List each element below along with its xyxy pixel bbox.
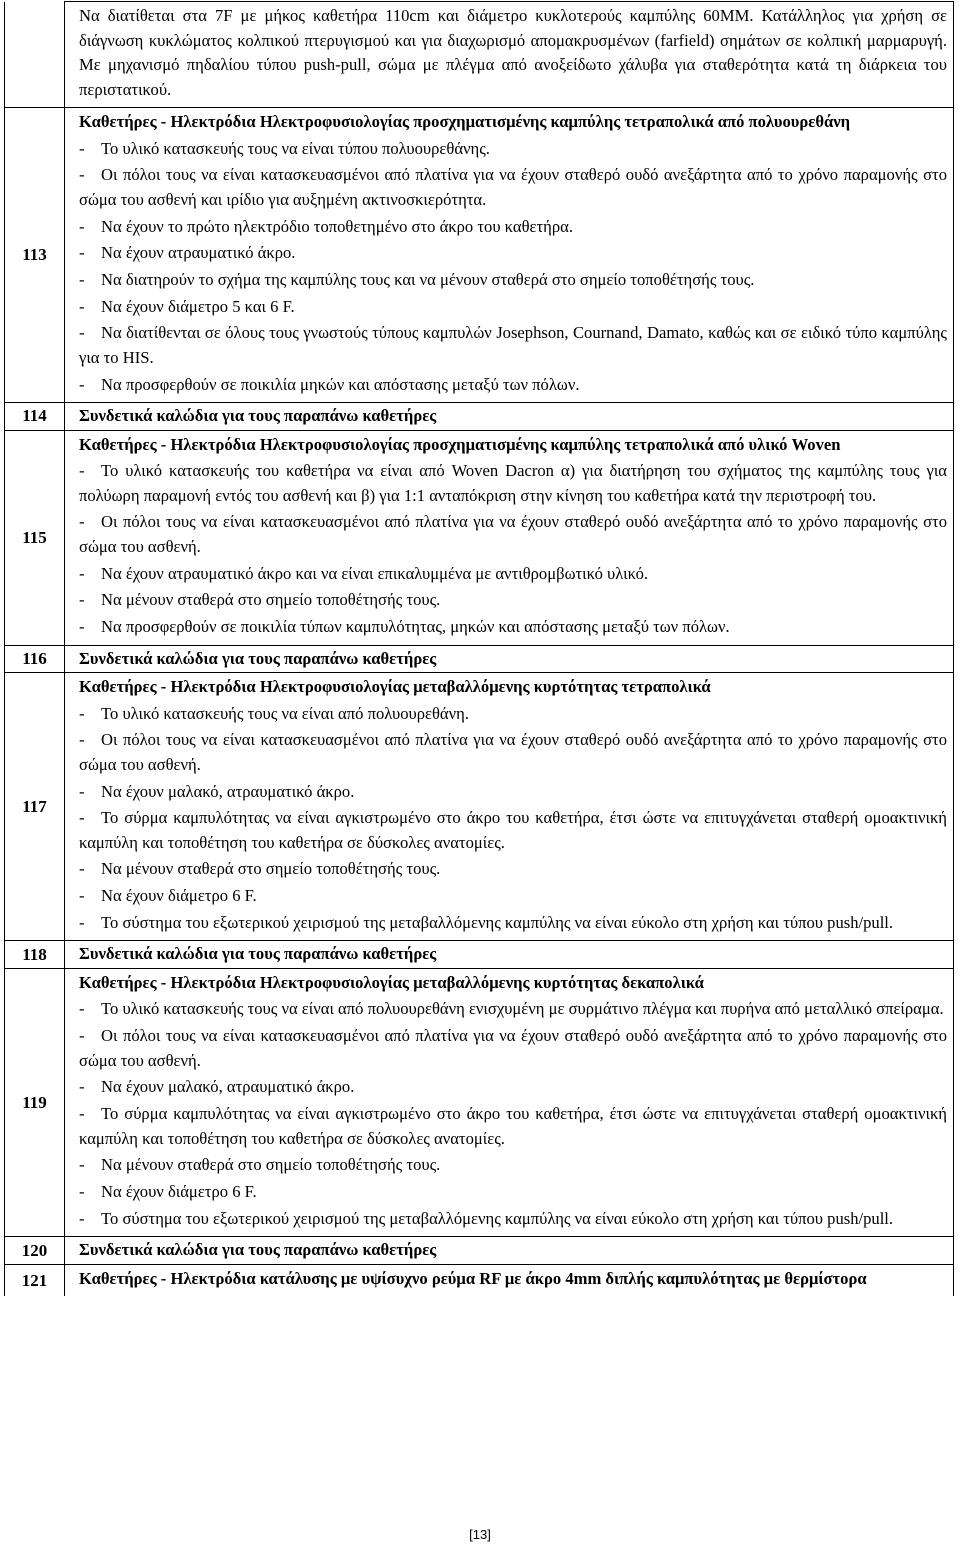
requirement-text: Οι πόλοι τους να είναι κατασκευασμένοι από πλατίνα για να έχουν σταθερό ουδό ανεξάρτητα από το χρόνο παραμονής στο σώμα του ασθενή. (79, 1026, 947, 1070)
requirement-item (79, 1075, 947, 1100)
bullet-dash: - (79, 1208, 85, 1228)
requirement-item (79, 1207, 947, 1232)
bullet-dash: - (79, 374, 85, 394)
requirement-item (79, 588, 947, 613)
table-row (5, 968, 954, 1236)
item-number: 116 (5, 645, 65, 673)
item-description: Συνδετικά καλώδια για τους παραπάνω καθετήρες (65, 1237, 954, 1265)
item-number: 120 (5, 1237, 65, 1265)
specification-table-body (5, 2, 954, 1297)
item-heading: Καθετήρες - Ηλεκτρόδια Ηλεκτροφυσιολογίας προσχηματισμένης καμπύλης τετραπολικά από πολυουρεθάνη (79, 112, 851, 132)
page-number: [13] (469, 1527, 491, 1542)
requirement-text: Να μένουν σταθερά στο σημείο τοποθέτησής τους. (101, 1155, 441, 1175)
bullet-dash: - (79, 808, 85, 828)
requirement-item (79, 241, 947, 266)
requirement-text: Να έχουν το πρώτο ηλεκτρόδιο τοποθετημένο στο άκρο του καθετήρα. (101, 216, 573, 236)
requirement-text: Το υλικό κατασκευής τους να είναι από πολυουρεθάνη. (101, 703, 469, 723)
requirement-text: Να διατίθενται σε όλους τους γνωστούς τύπους καμπυλών Josephson, Cournand, Damato, καθώς και σε ειδικό τύπο καμπύλης για το HIS. (79, 323, 947, 367)
table-row (5, 941, 954, 969)
item-number: 113 (5, 108, 65, 403)
requirement-text: Το σύστημα του εξωτερικού χειρισμού της μεταβαλλόμενης καμπύλης να είναι εύκολο στη χρήση και τύπου push/pull. (101, 1208, 894, 1228)
table-row (5, 430, 954, 645)
requirement-item (79, 780, 947, 805)
requirement-item (79, 268, 947, 293)
requirement-text: Να προσφερθούν σε ποικιλία τύπων καμπυλότητας, μηκών και απόστασης μεταξύ των πόλων. (101, 616, 730, 636)
requirement-item (79, 728, 947, 777)
item-heading: Καθετήρες - Ηλεκτρόδια Ηλεκτροφυσιολογίας προσχηματισμένης καμπύλης τετραπολικά από υλικό Woven (79, 434, 841, 454)
item-number: 114 (5, 403, 65, 431)
item-description: Συνδετικά καλώδια για τους παραπάνω καθετήρες (65, 403, 954, 431)
item-number: 119 (5, 968, 65, 1236)
bullet-dash: - (79, 243, 85, 263)
bullet-dash: - (79, 1155, 85, 1175)
description-paragraph: Να διατίθεται στα 7F με μήκος καθετήρα 110cm και διάμετρο κυκλοτερούς καμπύλης 60ΜΜ. Κατάλληλος για χρήση σε διάγνωση κυκλώματος κολπικού πτερυγισμού και για διαχωρισμό απομακρυσμένων (farfield) σημάτων σε κολπική μαρμαρυγή. Με μηχανισμό πηδαλίου τύπου push-pull, σώμα με πλέγμα από ανοξείδωτο χάλυβα για σταθερότητα κατά τη διάρκεια του περιστατικού. (79, 6, 947, 99)
item-heading: Καθετήρες - Ηλεκτρόδια Ηλεκτροφυσιολογίας μεταβαλλόμενης κυρτότητας τετραπολικά (79, 677, 711, 697)
bullet-dash: - (79, 165, 85, 185)
bullet-dash: - (79, 512, 85, 532)
bullet-dash: - (79, 781, 85, 801)
bullet-dash: - (79, 1181, 85, 1201)
bullet-dash: - (79, 138, 85, 158)
item-number: 121 (5, 1264, 65, 1296)
requirement-text: Να έχουν ατραυματικό άκρο. (101, 243, 296, 263)
table-row (5, 1237, 954, 1265)
requirement-text: Οι πόλοι τους να είναι κατασκευασμένοι από πλατίνα για να έχουν σταθερό ουδό ανεξάρτητα από το χρόνο παραμονής στο σώμα του ασθενή. (79, 730, 947, 774)
requirement-text: Να έχουν μαλακό, ατραυματικό άκρο. (101, 781, 355, 801)
requirement-item (79, 615, 947, 640)
requirement-text: Να έχουν διάμετρο 6 F. (101, 1181, 257, 1201)
requirement-item (79, 163, 947, 212)
requirement-item (79, 857, 947, 882)
bullet-dash: - (79, 1104, 85, 1123)
requirement-item (79, 806, 947, 855)
requirement-text: Να μένουν σταθερά στο σημείο τοποθέτησής τους. (101, 590, 441, 610)
item-number: 117 (5, 673, 65, 941)
table-row (5, 2, 954, 108)
item-description (65, 430, 954, 645)
bullet-dash: - (79, 616, 85, 636)
requirement-text: Το σύρμα καμπυλότητας να είναι αγκιστρωμένο στο άκρο του καθετήρα, έτσι ώστε να επιτυγχάνεται σταθερή ομοακτινική καμπύλη και τοποθέτηση του καθετήρα σε δύσκολες ανατομίες. (79, 1104, 947, 1148)
item-description: Συνδετικά καλώδια για τους παραπάνω καθετήρες (65, 645, 954, 673)
requirement-text: Να έχουν μαλακό, ατραυματικό άκρο. (101, 1077, 355, 1097)
requirement-text: Να διατηρούν το σχήμα της καμπύλης τους και να μένουν σταθερά στο σημείο τοποθέτησής τους. (101, 269, 755, 289)
requirement-text: Οι πόλοι τους να είναι κατασκευασμένοι από πλατίνα για να έχουν σταθερό ουδό ανεξάρτητα από το χρόνο παραμονής στο σώμα του ασθενή. (79, 512, 947, 556)
requirement-text: Το υλικό κατασκευής του καθετήρα να είναι από Woven Dacron α) για διατήρηση του σχήματος της καμπύλης τους για πολύωρη παραμονή εντός του ασθενή και β) για 1:1 ανταπόκριση στην κίνηση του καθετήρα κατά την περιστροφή του. (79, 461, 947, 505)
requirement-item (79, 702, 947, 727)
requirement-item (79, 321, 947, 370)
table-row (5, 673, 954, 941)
requirement-item (79, 884, 947, 909)
requirement-text: Να μένουν σταθερά στο σημείο τοποθέτησής τους. (101, 859, 441, 879)
requirement-text: Το σύρμα καμπυλότητας να είναι αγκιστρωμένο στο άκρο του καθετήρα, έτσι ώστε να επιτυγχάνεται σταθερή ομοακτινική καμπύλη και τοποθέτηση του καθετήρα σε δύσκολες ανατομίες. (79, 808, 947, 852)
bullet-dash: - (79, 296, 85, 316)
bullet-dash: - (79, 730, 85, 750)
bullet-dash: - (79, 1026, 85, 1046)
requirement-item (79, 373, 947, 398)
table-row (5, 1264, 954, 1296)
requirement-item (79, 1153, 947, 1178)
bullet-dash: - (79, 703, 85, 723)
requirement-text: Να προσφερθούν σε ποικιλία μηκών και απόστασης μεταξύ των πόλων. (101, 374, 580, 394)
item-description (65, 108, 954, 403)
requirement-item (79, 562, 947, 587)
item-heading: Καθετήρες - Ηλεκτρόδια Ηλεκτροφυσιολογίας μεταβαλλόμενης κυρτότητας δεκαπολικά (79, 972, 704, 992)
requirement-item (79, 295, 947, 320)
item-heading: Καθετήρες - Ηλεκτρόδια κατάλυσης με υψίσυχνο ρεύμα RF με άκρο 4mm διπλής καμπυλότητας με θερμίστορα (79, 1268, 867, 1288)
requirement-text: Να έχουν διάμετρο 6 F. (101, 886, 257, 906)
item-description: Συνδετικά καλώδια για τους παραπάνω καθετήρες (65, 941, 954, 969)
item-description (65, 2, 954, 108)
item-description (65, 968, 954, 1236)
requirement-item (79, 510, 947, 559)
table-row (5, 645, 954, 673)
item-description (65, 1264, 954, 1296)
bullet-dash: - (79, 323, 85, 343)
table-row (5, 403, 954, 431)
bullet-dash: - (79, 886, 85, 906)
bullet-dash: - (79, 999, 85, 1019)
bullet-dash: - (79, 859, 85, 879)
item-description (65, 673, 954, 941)
requirement-item (79, 1102, 947, 1151)
item-number: 115 (5, 430, 65, 645)
bullet-dash: - (79, 912, 85, 932)
requirement-item (79, 911, 947, 936)
bullet-dash: - (79, 590, 85, 610)
requirement-text: Το σύστημα του εξωτερικού χειρισμού της μεταβαλλόμενης καμπύλης να είναι εύκολο στη χρήση και τύπου push/pull. (101, 912, 894, 932)
specification-table (4, 1, 954, 1296)
requirement-item (79, 215, 947, 240)
item-number: 118 (5, 941, 65, 969)
bullet-dash: - (79, 269, 85, 289)
requirement-item (79, 997, 947, 1022)
bullet-dash: - (79, 1077, 85, 1097)
requirement-text: Το υλικό κατασκευής τους να είναι τύπου πολυουρεθάνης. (101, 138, 490, 158)
requirement-text: Οι πόλοι τους να είναι κατασκευασμένοι από πλατίνα για να έχουν σταθερό ουδό ανεξάρτητα από το χρόνο παραμονής στο σώμα του ασθενή και ιρίδιο για αυξημένη ακτινοσκιερότητα. (79, 165, 947, 209)
table-row (5, 108, 954, 403)
requirement-text: Το υλικό κατασκευής τους να είναι από πολυουρεθάνη ενισχυμένη με συρμάτινο πλέγμα και πυρήνα από μεταλλικό σπείραμα. (101, 999, 944, 1019)
requirement-item (79, 137, 947, 162)
requirement-text: Να έχουν ατραυματικό άκρο και να είναι επικαλυμμένα με αντιθρομβωτικό υλικό. (101, 563, 649, 583)
requirement-item (79, 1180, 947, 1205)
item-number (5, 2, 65, 108)
requirement-text: Να έχουν διάμετρο 5 και 6 F. (101, 296, 295, 316)
requirement-item (79, 459, 947, 508)
bullet-dash: - (79, 461, 85, 481)
bullet-dash: - (79, 216, 85, 236)
requirement-item (79, 1024, 947, 1073)
bullet-dash: - (79, 563, 85, 583)
